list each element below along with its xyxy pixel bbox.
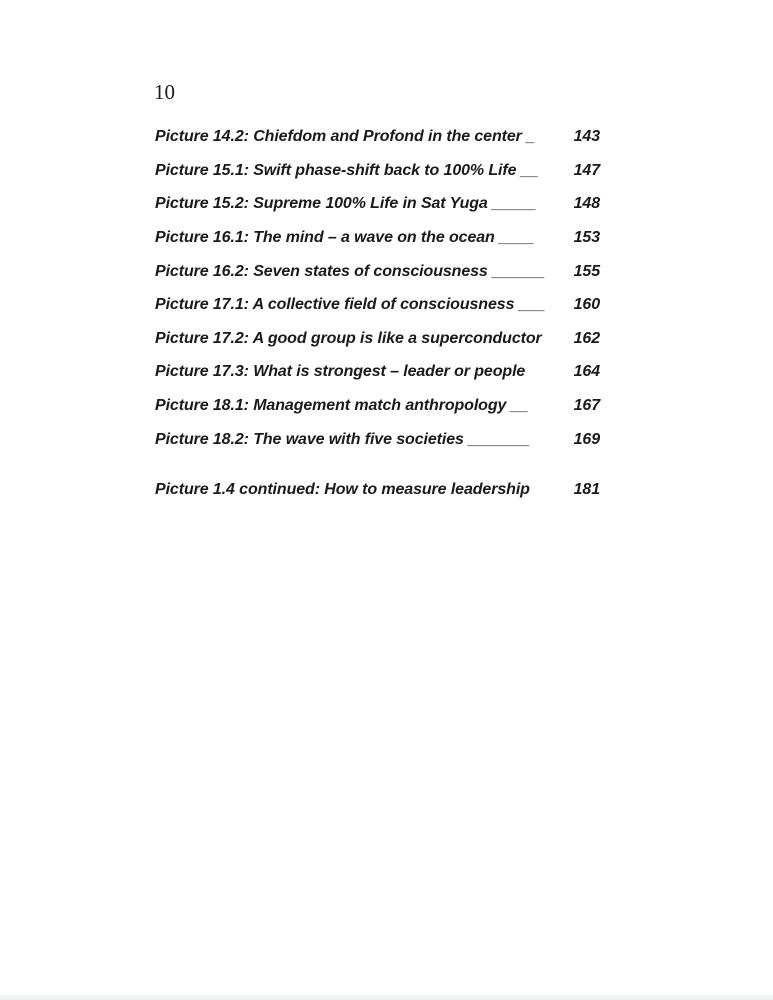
figure-entry-page: 143 [573, 128, 600, 145]
figure-list [155, 120, 600, 507]
figure-entry-page: 169 [573, 430, 600, 448]
figure-entry-page: 153 [573, 228, 600, 246]
figure-entry-label: Picture 17.1: A collective field of consciousness ___ [155, 296, 546, 314]
figure-entry-label: Picture 15.2: Supreme 100% Life in Sat Yuga _____ [155, 195, 537, 213]
figure-entry [155, 322, 600, 356]
figure-entry-label: Picture 18.1: Management match anthropology __ [155, 397, 529, 415]
figure-entry-label: Picture 16.2: Seven states of consciousness ______ [155, 262, 545, 280]
figure-entry [155, 120, 600, 154]
figure-entry-label: Picture 15.1: Swift phase-shift back to 100% Life __ [155, 161, 539, 179]
figure-entry-label: Picture 16.1: The mind – a wave on the ocean ____ [155, 228, 535, 246]
figure-entry-label: Picture 18.2: The wave with five societies _______ [155, 430, 530, 448]
figure-entry-page: 181 [573, 481, 600, 499]
figure-entry-page: 164 [573, 363, 600, 381]
figure-entry-page: 162 [573, 329, 600, 347]
figure-entry [155, 187, 600, 221]
page-bottom-edge [0, 995, 773, 1000]
figure-entry [155, 288, 600, 322]
figure-entry [155, 389, 600, 423]
page-number: 10 [154, 80, 175, 104]
figure-entry [155, 255, 600, 289]
figure-entry-page: 155 [573, 262, 600, 280]
figure-entry-continued [155, 473, 600, 507]
figure-entry-label: Picture 14.2: Chiefdom and Profond in the center _ [155, 128, 535, 145]
figure-entry-label: Picture 17.3: What is strongest – leader or people [155, 363, 526, 381]
figure-entry [155, 355, 600, 389]
figure-entry-label: Picture 1.4 continued: How to measure leadership [155, 481, 530, 499]
figure-entry-label: Picture 17.2: A good group is like a superconductor [155, 329, 542, 347]
figure-entry-page: 167 [573, 397, 600, 415]
figure-entry-page: 148 [573, 195, 600, 213]
figure-entry [155, 423, 600, 457]
figure-entry-page: 160 [573, 296, 600, 314]
figure-entry [155, 154, 600, 188]
figure-entry-page: 147 [573, 161, 600, 179]
figure-entry [155, 221, 600, 255]
